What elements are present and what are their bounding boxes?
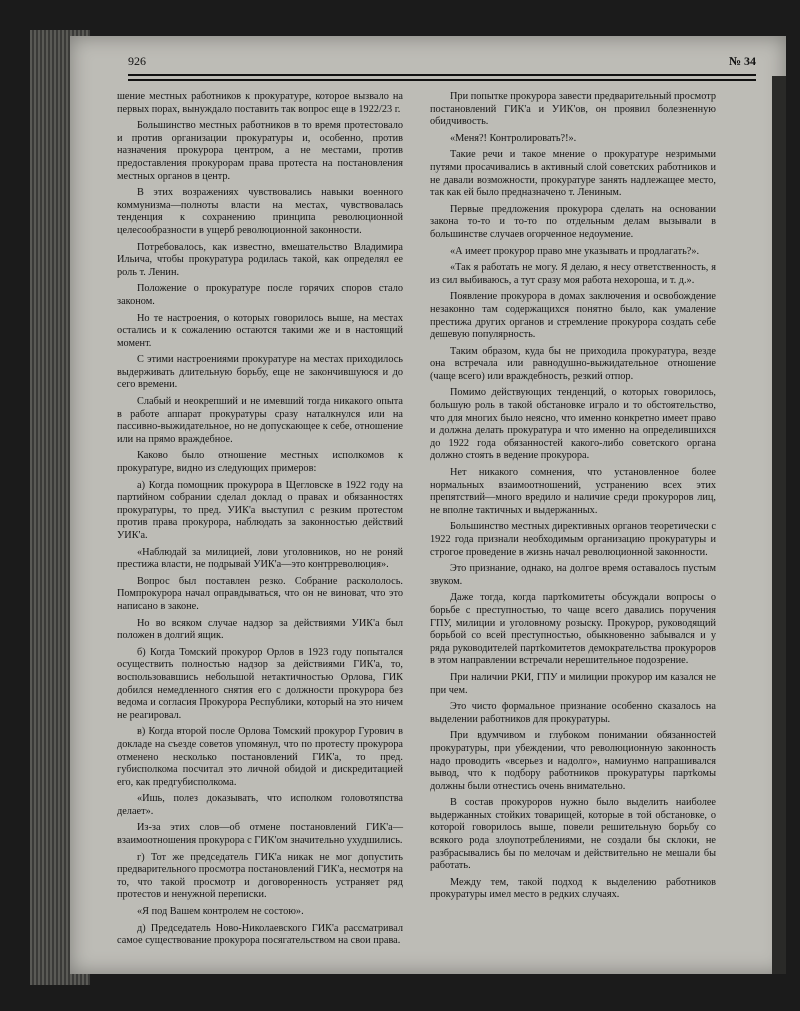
paragraph: В состав прокуроров нужно было выделить наиболее выдержанных стойких товарищей, которые в той обстановке, о которой говорилось выше, повели решительную борьбу со всякого рода злоупотреблениями, не создали бы склоки, не разбрасывались бы по мелочам и действительно не мешали бы работать. — [430, 797, 716, 872]
paragraph: Но те настроения, о которых говорилось выше, на местах остались и к сожалению остаются такими же и в настоящий момент. — [117, 312, 403, 349]
left-text-column — [117, 91, 403, 952]
paragraph: г) Тот же председатель ГИК'а никак не мог допустить предварительного просмотра постановлений ГИК'а, несмотря на то, что такой просмотр и договоренность устраняет ряд протестов и ненужной переписки. — [117, 851, 403, 901]
paragraph: Помимо действующих тенденций, о которых говорилось, большую роль в такой обстановке играло и то обстоятельство, что для многих было неясно, что именно конкретно имеет право и должна делать прокуратура и что именно на определившихся до 1922 года обязанностей какого-либо советского органа должно стоять в ведение прокурора. — [430, 387, 716, 462]
paragraph: Каково было отношение местных исполкомов к прокуратуре, видно из следующих примеров: — [117, 450, 403, 475]
paragraph: Нет никакого сомнения, что установленное более нормальных взаимоотношений, устранению всех этих препятствий—много вредило и наличие среди прокуроров лиц, не вполне тактичных и выдержанных. — [430, 467, 716, 516]
paragraph: в) Когда второй после Орлова Томский прокурор Гурович в докладе на съезде советов упомянул, что по протесту прокурора отменено несколько постановлений ГИК'а, то пред. губисполкома посчитал это личной обидой и дискредитацией его, как предгубисполкома. — [117, 726, 403, 788]
paragraph: Большинство местных директивных органов теоретически с 1922 года признали необходимым организацию прокуратуры и строгое проведение в жизнь начал революционной законности. — [430, 521, 716, 558]
paragraph: Такие речи и такое мнение о прокуратуре незримыми путями просачивались в активный слой советских работников и не давали возможности, прокуратуре занять надлежащее место, так как ей было предназначено т. Лениным. — [430, 149, 716, 199]
paragraph: «Так я работать не могу. Я делаю, я несу ответственность, я из сил выбиваюсь, а тут сразу моя работа нехороша, и т. д.». — [430, 262, 716, 286]
paragraph: Положение о прокуратуре после горячих споров стало законом. — [117, 283, 403, 307]
paragraph: Из-за этих слов—об отмене постановлений ГИК'а—взаимоотношения прокурора с ГИК'ом значительно ухудшились. — [117, 822, 403, 847]
journal-page — [70, 36, 786, 974]
paragraph: При вдумчивом и глубоком понимании обязанностей прокуратуры, при убеждении, что революционную законность надо проводить «всерьез и надолго», намиунмо напрашивался вывод, что к подбору работников прокуратуры партkомы должны были отнестись очень внимательно. — [430, 730, 716, 792]
paragraph: Слабый и неокрепший и не имевший тогда никакого опыта в работе аппарат прокуратуры сразу наталкнулся или на пассивно-выжидательное, но не допускающее к себе, отношение или на прямо враждебное. — [117, 396, 403, 445]
paragraph: С этими настроениями прокуратуре на местах приходилось выдерживать длительную борьбу, еще не закончившуюся и до сего времени. — [117, 354, 403, 391]
paragraph: Большинство местных работников в то время протестовало и против организации прокуратуры и, особенно, против назначения прокурора центром, а не местами, против предоставления прокурорам права протеста на постановления местных органов в центр. — [117, 120, 403, 182]
paragraph: «Я под Вашем контролем не состою». — [137, 906, 304, 918]
paragraph: Появление прокурора в домах заключения и освобождение незаконно там содержащихся понятно было, как умаление престижа других органов и стремление прокурора создать себе дешевую популярность. — [430, 291, 716, 341]
paragraph: а) Когда помощник прокурора в Щегловске в 1922 году на партийном собрании сделал доклад о правах и обязанностях прокуратуры, то пред. УИК'а выступил с резким протестом против права прокурора, наблюдать за законностью действий УИК'а. — [117, 479, 403, 541]
header-rule-bottom — [128, 79, 756, 81]
paragraph: «Ишь, полез доказывать, что исполком головотяпства делает». — [117, 793, 403, 817]
paragraph: Но во всяком случае надзор за действиями УИК'а был положен в долгий ящик. — [117, 617, 403, 642]
paragraph: При попытке прокурора завести предварительный просмотр постановлений ГИК'а и УИК'ов, он проявил болезненную обидчивость. — [430, 91, 716, 128]
paragraph: При наличии РКИ, ГПУ и милиции прокурор им казался не при чем. — [430, 671, 716, 696]
paragraph: Даже тогда, когда партkомитеты обсуждали вопросы о борьбе с преступностью, то чаще всего давались поручения ГПУ, милиции и уголовному розыску. Прокурор, руководящий борьбой со всей преступностью, обыкновенно забывался и у ряда руководителей партkомитетов демократельства прокуроров в этом направлении встречали нерешительное подозрение. — [430, 592, 716, 667]
page-number: 926 — [128, 54, 146, 68]
paragraph: «А имеет прокурор право мне указывать и продлагать?». — [450, 245, 700, 257]
paragraph: Это чисто формальное признание особенно сказалось на выделении работников для прокуратуры. — [430, 701, 716, 725]
paragraph: Между тем, такой подход к выделению работников прокуратуры имел место в редких случаях. — [430, 876, 716, 901]
paragraph: «Меня?! Контролировать?!». — [450, 132, 577, 144]
paragraph: шение местных работников к прокуратуре, которое вызвало на первых порах, вынуждало поставить так вопрос еще в 1922/23 г. — [117, 91, 403, 115]
right-text-column — [430, 91, 716, 906]
paragraph: «Наблюдай за милицией, лови уголовников, но не роняй престижа власти, не подрывай УИК'а—это контрреволюция». — [117, 546, 403, 571]
paragraph: В этих возражениях чувствовались навыки военного коммунизма—полноты власти на местах, чувствовалась тенденция к сохранению принципа революционной целесообразности в ущерб революционной законности. — [117, 187, 403, 236]
paragraph: Это признание, однако, на долгое время оставалось пустым звуком. — [430, 563, 716, 587]
paragraph: б) Когда Томский прокурор Орлов в 1923 году попытался осуществить полностью надзор за действиями ГИК'а, то, воспользовавшись небольшой нетактичностью Орлова, ГИК добился немедленного снятия его с должности прокурора без ведома и согласия Прокурора Республики, который на это ничем не реагировал. — [117, 646, 403, 721]
issue-number: № 34 — [728, 54, 756, 68]
paragraph: Первые предложения прокурора сделать на основании закона то-то и то-то по отдельным делам вызывали в большинстве случаев огорченное недоумение. — [430, 203, 716, 240]
page-header — [128, 54, 756, 74]
paragraph: д) Председатель Ново-Николаевского ГИК'а рассматривал самое существование прокурора посягательством на свои права. — [117, 922, 403, 947]
header-rule-top — [128, 74, 756, 76]
page-binding-shadow — [772, 76, 786, 974]
paragraph: Вопрос был поставлен резко. Собрание раскололось. Помпрокурора начал оправдываться, что он не виноват, что это написано в законе. — [117, 575, 403, 612]
paragraph: Потребовалось, как известно, вмешательство Владимира Ильича, чтобы прокуратура родилась такой, как определял ее роль т. Ленин. — [117, 241, 403, 278]
paragraph: Таким образом, куда бы не приходила прокуратура, везде она встречала или равнодушно-выжидательное отношение (чаще всего) или враждебность, резкий отпор. — [430, 345, 716, 382]
